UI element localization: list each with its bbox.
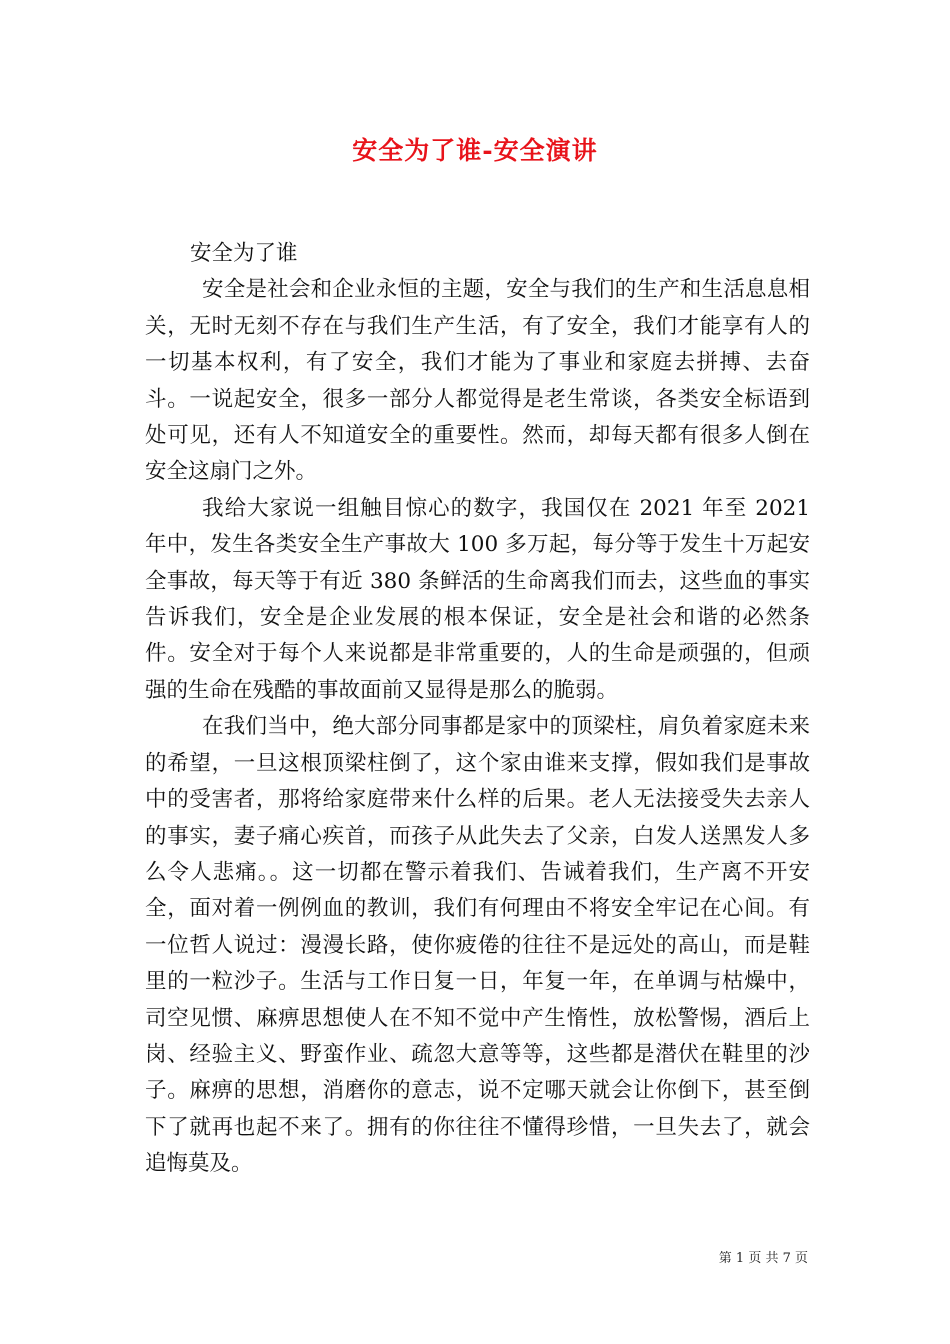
document-title: 安全为了谁-安全演讲 (352, 136, 598, 165)
section-subtitle: 安全为了谁 (190, 241, 298, 266)
paragraph-3: 在我们当中，绝大部分同事都是家中的顶梁柱，肩负着家庭未来的希望，一旦这根顶梁柱倒了，这个家由谁来支撑，假如我们是事故中的受害者，那将给家庭带来什么样的后果。老人无法接受失去亲人的事实，妻子痛心疾首，而孩子从此失去了父亲，白发人送黑发人多么令人悲痛。。这一切都在警示着我们、告诫着我们，生产离不开安全，面对着一例例血的教训，我们有何理由不将安全牢记在心间。有一位哲人说过：漫漫长路，使你疲倦的往往不是远处的高山，而是鞋里的一粒沙子。生活与工作日复一日，年复一年，在单调与枯燥中，司空见惯、麻痹思想使人在不知不觉中产生惰性，放松警惕，酒后上岗、经验主义、野蛮作业、疏忽大意等等，这些都是潜伏在鞋里的沙子。麻痹的思想，消磨你的意志，说不定哪天就会让你倒下，甚至倒下了就再也起不来了。拥有的你往往不懂得珍惜，一旦失去了，就会追悔莫及。 (145, 714, 810, 1177)
paragraph-2: 我给大家说一组触目惊心的数字，我国仅在 2021 年至 2021 年中，发生各类安全生产事故大 100 多万起，每分等于发生十万起安全事故，每天等于有近 380 条鲜活的生命离我们而去，这些血的事实告诉我们，安全是企业发展的根本保证，安全是社会和谐的必然条件。安全对于每个人来说都是非常重要的，人的生命是顽强的，但顽强的生命在残酷的事故面前又显得是那么的脆弱。 (145, 495, 810, 703)
paragraph-1: 安全是社会和企业永恒的主题，安全与我们的生产和生活息息相关，无时无刻不存在与我们生产生活，有了安全，我们才能享有人的一切基本权利，有了安全，我们才能为了事业和家庭去拼搏、去奋斗。一说起安全，很多一部分人都觉得是老生常谈，各类安全标语到处可见，还有人不知道安全的重要性。然而，却每天都有很多人倒在安全这扇门之外。 (145, 277, 810, 485)
page-number-footer: 第 1 页 共 7 页 (718, 1251, 808, 1266)
document-body (145, 236, 810, 1183)
